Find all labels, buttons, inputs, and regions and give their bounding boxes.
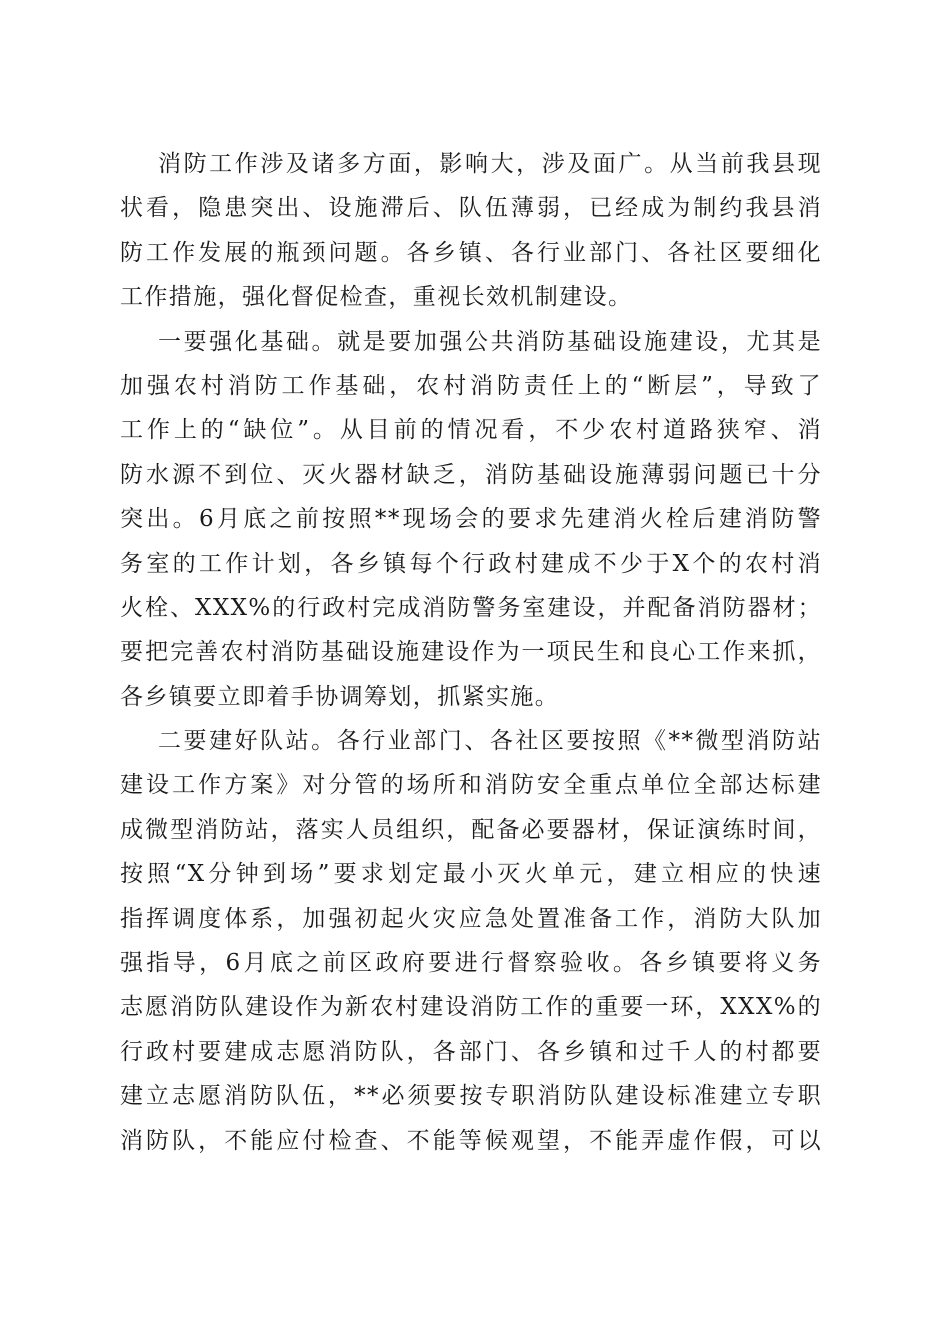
text-line: 一要强化基础。就是要加强公共消防基础设施建设，尤其是	[158, 328, 822, 355]
text-line: 消防工作涉及诸多方面，影响大，涉及面广。从当前我县现	[158, 151, 822, 177]
text-line: 建设工作方案》对分管的场所和消防安全重点单位全部达标建	[120, 772, 822, 799]
text-line: 状看，隐患突出、设施滞后、队伍薄弱，已经成为制约我县消	[120, 195, 822, 222]
text-line: 各乡镇要立即着手协调筹划，抓紧实施。	[120, 683, 560, 710]
text-line: 工作措施，强化督促检查，重视长效机制建设。	[120, 284, 633, 311]
text-line: 加强农村消防工作基础，农村消防责任上的“断层”，导致了	[120, 372, 822, 399]
text-line: 指挥调度体系，加强初起火灾应急处置准备工作，消防大队加	[120, 905, 822, 932]
paragraph-build-stations	[120, 719, 822, 1163]
text-line: 强指导，6月底之前区政府要进行督察验收。各乡镇要将义务	[120, 950, 822, 977]
text-line: 务室的工作计划，各乡镇每个行政村建成不少于X个的农村消	[120, 550, 822, 577]
text-line: 工作上的“缺位”。从目前的情况看，不少农村道路狭窄、消	[120, 417, 822, 444]
paragraph-strengthen-foundation	[120, 320, 822, 720]
text-line: 防水源不到位、灭火器材缺乏，消防基础设施薄弱问题已十分	[120, 461, 822, 488]
text-line: 突出。6月底之前按照**现场会的要求先建消火栓后建消防警	[120, 506, 822, 533]
text-line: 按照“X分钟到场”要求划定最小灭火单元，建立相应的快速	[120, 861, 822, 888]
text-line: 防工作发展的瓶颈问题。各乡镇、各行业部门、各社区要细化	[120, 239, 822, 266]
paragraph-intro	[120, 142, 822, 320]
text-line: 行政村要建成志愿消防队，各部门、各乡镇和过千人的村都要	[120, 1038, 822, 1065]
text-line: 志愿消防队建设作为新农村建设消防工作的重要一环，XXX%的	[120, 994, 822, 1021]
text-line: 消防队，不能应付检查、不能等候观望，不能弄虚作假，可以	[120, 1127, 822, 1154]
text-line: 要把完善农村消防基础设施建设作为一项民生和良心工作来抓，	[120, 639, 822, 666]
document-body	[120, 142, 822, 1163]
text-line: 火栓、XXX%的行政村完成消防警务室建设，并配备消防器材；	[120, 594, 822, 621]
text-line: 建立志愿消防队伍，**必须要按专职消防队建设标准建立专职	[120, 1083, 822, 1110]
text-line: 二要建好队站。各行业部门、各社区要按照《**微型消防站	[158, 728, 822, 755]
text-line: 成微型消防站，落实人员组织，配备必要器材，保证演练时间，	[120, 816, 822, 843]
